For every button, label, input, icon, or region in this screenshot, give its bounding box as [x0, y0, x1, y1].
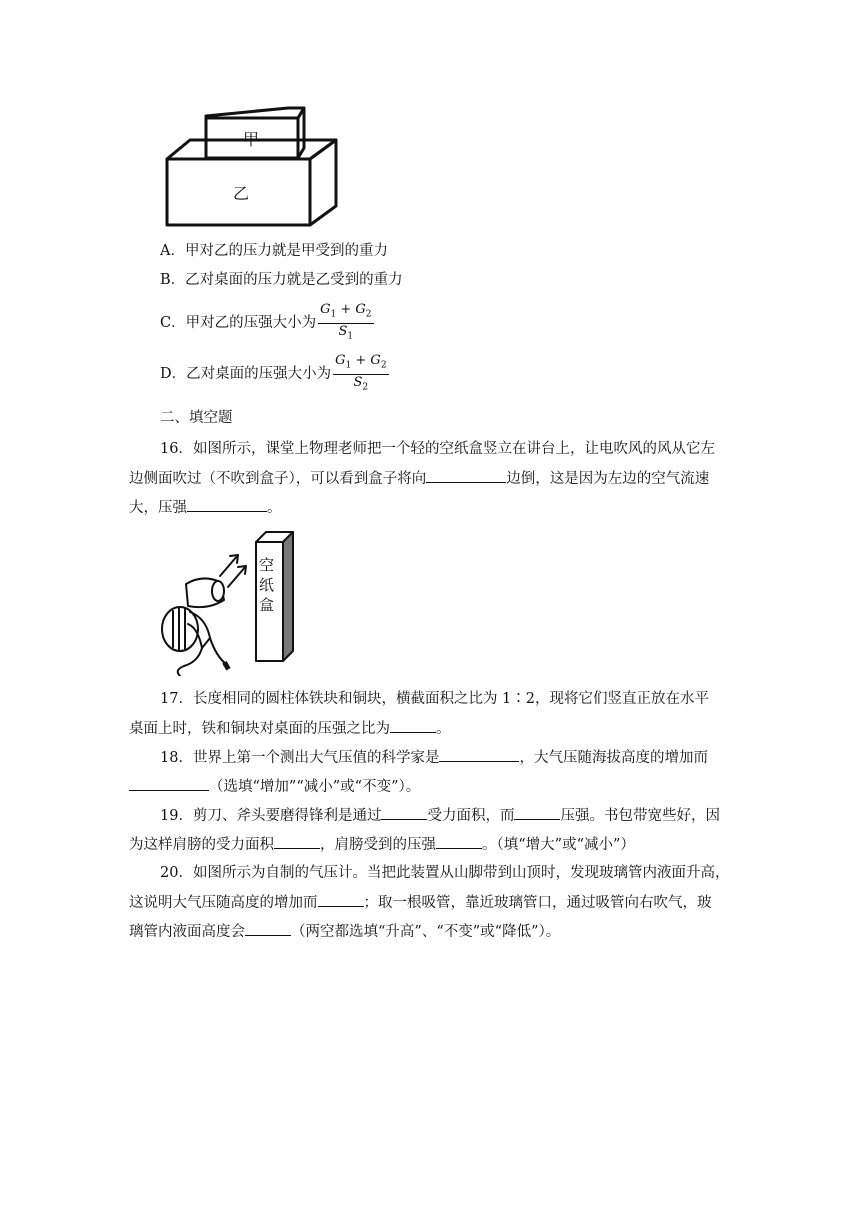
option-c — [160, 302, 374, 344]
option-b: B．乙对桌面的压力就是乙受到的重力 — [160, 272, 403, 288]
q17-blank[interactable] — [390, 718, 436, 733]
q16-blank-2[interactable] — [187, 497, 267, 512]
q19-blank-2[interactable] — [514, 805, 560, 820]
option-d-fraction: $\frac{G_1 + G_2}{S_2}$ — [335, 353, 387, 393]
q19-blank-1[interactable] — [381, 805, 427, 820]
q19-line1: 19．剪刀、斧头要磨得锋利是通过 受力面积，而 压强。书包带宽些好，因 — [160, 805, 720, 826]
q16-line3: 大，压强 。 — [129, 497, 282, 518]
section-title: 二、填空题 — [160, 410, 233, 426]
paper-box-label-char3: 盒 — [259, 596, 275, 614]
q16-line2: 边侧面吹过（不吹到盒子），可以看到盒子将向 边倒，这是因为左边的空气流速 — [129, 468, 709, 489]
q17-line2: 桌面上时，铁和铜块对桌面的压强之比为 。 — [129, 718, 451, 739]
stacked-boxes-figure — [160, 104, 345, 230]
q20-blank-1[interactable] — [318, 892, 364, 907]
q18-blank-1[interactable] — [439, 747, 519, 762]
q19-blank-3[interactable] — [274, 834, 320, 849]
option-d-text: D．乙对桌面的压强大小为 — [160, 366, 332, 383]
paper-box-label-char2: 纸 — [259, 576, 275, 594]
q19-blank-4[interactable] — [436, 834, 482, 849]
box-yi-label: 乙 — [233, 184, 250, 203]
hair-dryer-figure — [158, 526, 298, 676]
q16-blank-1[interactable] — [426, 468, 506, 483]
q20-line2: 这说明大气压随高度的增加而 ；取一根吸管，靠近玻璃管口，通过吸管向右吹气，玻 — [129, 892, 712, 913]
q20-line1: 20．如图所示为自制的气压计。当把此装置从山脚带到山顶时，发现玻璃管内液面升高， — [160, 865, 730, 881]
box-jia-label: 甲 — [243, 130, 260, 149]
q18-line1: 18．世界上第一个测出大气压值的科学家是 ，大气压随海拔高度的增加而 — [160, 747, 708, 768]
option-a: A．甲对乙的压力就是甲受到的重力 — [160, 243, 388, 259]
q20-blank-2[interactable] — [245, 921, 291, 936]
q19-line2: 为这样肩膀的受力面积 ，肩膀受到的压强 。（填“增大”或“减小”） — [129, 834, 635, 855]
option-c-text: C．甲对乙的压强大小为 — [160, 315, 317, 332]
paper-box-label — [259, 556, 274, 614]
q16-line1: 16．如图所示，课堂上物理老师把一个轻的空纸盒竖立在讲台上，让电吹风的风从它左 — [160, 441, 715, 457]
q17-line1: 17．长度相同的圆柱体铁块和铜块，横截面积之比为 1∶2，现将它们竖直正放在水平 — [160, 691, 710, 707]
q20-line3: 璃管内液面高度会 （两空都选填“升高”、“不变”或“降低”）。 — [129, 921, 560, 942]
q18-line2: （选填“增加”“减小”或“不变”）。 — [129, 776, 420, 797]
option-d — [160, 353, 389, 395]
option-c-fraction: $\frac{G_1 + G_2}{S_1}$ — [320, 302, 372, 342]
q18-blank-2[interactable] — [129, 776, 209, 791]
paper-box-label-char1: 空 — [259, 556, 275, 574]
